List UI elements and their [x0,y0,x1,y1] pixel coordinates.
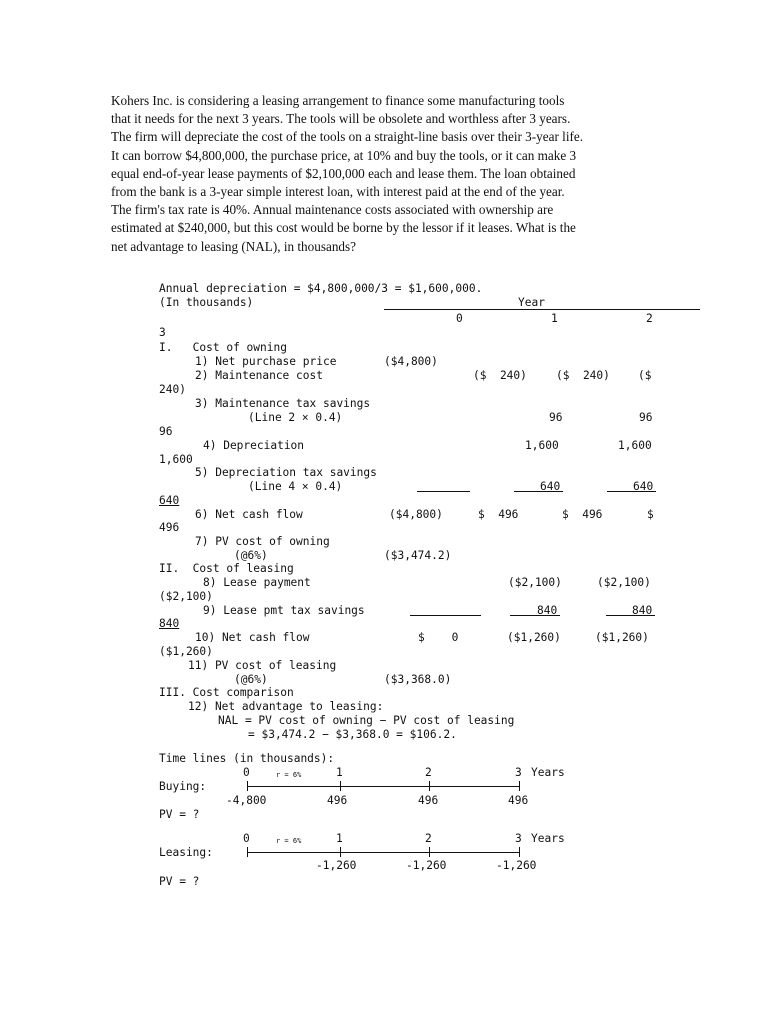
cash-flow: -1,260 [406,859,447,872]
row-sublabel: (Line 4 × 0.4) [248,480,343,493]
row-value: 96 [639,411,653,424]
row-value: 640 [159,494,180,507]
timeline-tick [247,847,248,857]
row-value: ($4,800) [389,508,443,521]
row-label: 3) Maintenance tax savings [195,397,371,410]
row-label: 2) Maintenance cost [195,369,323,382]
years-label: Years [531,832,565,845]
problem-line: that it needs for the next 3 years. The tools will be obsolete and worthless after 3 years. [111,111,571,127]
cash-flow: -4,800 [226,794,267,807]
problem-line: It can borrow $4,800,000, the purchase price, at 10% and buy the tools, or it can make 3 [111,147,577,163]
years-label: Years [531,766,565,779]
problem-line: equal end-of-year lease payments of $2,100,000 each and lease them. The loan obtained [111,165,576,181]
row-value: ($ 240) [556,369,610,382]
pv-question: PV = ? [159,808,200,821]
row-label: 6) Net cash flow [195,508,303,521]
nal-formula: NAL = PV cost of owning − PV cost of leasing [218,714,515,727]
row-value: 96 [159,425,173,438]
blank-underline [417,491,470,492]
buying-label: Buying: [159,780,207,793]
row-value: ($ [638,369,652,382]
problem-line: The firm's tax rate is 40%. Annual maintenance costs associated with ownership are [111,202,554,218]
row-label: 1) Net purchase price [195,355,337,368]
timeline-axis [247,786,520,787]
tick-label: 2 [425,832,432,845]
section-cost-comparison: III. Cost comparison [159,686,294,699]
blank-underline [410,615,481,616]
cash-flow: -1,260 [316,859,357,872]
nal-result: = $3,474.2 − $3,368.0 = $106.2. [248,728,457,741]
timeline-tick [429,847,430,857]
row-value: $ 0 [418,631,459,644]
tick-label: 3 [515,766,522,779]
row-label: 10) Net cash flow [195,631,310,644]
year-1: 1 [551,312,558,325]
problem-line: from the bank is a 3-year simple interest loan, with interest paid at the end of the year. [111,184,565,200]
timeline-tick [247,781,248,791]
row-sublabel: (@6%) [234,673,268,686]
row-value: 1,600 [159,453,193,466]
depreciation-line: Annual depreciation = $4,800,000/3 = $1,600,000. [159,282,483,295]
row-value: ($2,100) [159,590,213,603]
section-cost-of-leasing: II. Cost of leasing [159,562,294,575]
row-value: ($4,800) [384,355,438,368]
row-sublabel: (@6%) [234,549,268,562]
problem-line: estimated at $240,000, but this cost would be borne by the lessor if it leases. What is the [111,220,576,236]
row-value: ($1,260) [159,645,213,658]
tick-label: 1 [336,832,343,845]
cash-flow: 496 [418,794,439,807]
rate-label: r = 6% [276,771,302,779]
tick-label: 3 [515,832,522,845]
row-value: $ 496 [562,508,603,521]
row-value: 640 [633,480,654,493]
cash-flow: -1,260 [496,859,537,872]
row-value: ($1,260) [595,631,649,644]
cash-flow: 496 [508,794,529,807]
row-value: 840 [159,617,180,630]
year-header-rule [384,309,700,310]
tick-label: 0 [243,832,250,845]
row-value: $ [647,508,654,521]
year-2: 2 [646,312,653,325]
timeline-tick [519,781,520,791]
row-label: 12) Net advantage to leasing: [188,700,384,713]
tick-label: 0 [243,766,250,779]
timeline-tick [340,781,341,791]
year-header: Year [518,296,545,309]
units-label: (In thousands) [159,296,254,309]
year-3: 3 [159,326,166,339]
year-0: 0 [456,312,463,325]
row-label: 8) Lease payment [203,576,311,589]
row-label: 7) PV cost of owning [195,535,330,548]
row-label: 5) Depreciation tax savings [195,466,377,479]
row-label: 4) Depreciation [203,439,305,452]
problem-line: The firm will depreciate the cost of the tools on a straight-line basis over their 3-year life. [111,129,584,145]
problem-statement [111,92,671,256]
pv-question: PV = ? [159,875,200,888]
row-value: 840 [632,604,653,617]
timeline-tick [519,847,520,857]
timeline-tick [429,781,430,791]
tick-label: 2 [425,766,432,779]
row-value: $ 496 [478,508,519,521]
row-value: 240) [159,383,186,396]
problem-line: net advantage to leasing (NAL), in thousands? [111,238,356,254]
row-value: 96 [549,411,563,424]
row-sublabel: (Line 2 × 0.4) [248,411,343,424]
row-value: 1,600 [525,439,559,452]
section-cost-of-owning: I. Cost of owning [159,341,287,354]
row-value: 1,600 [618,439,652,452]
row-value: ($3,474.2) [384,549,452,562]
row-label: 11) PV cost of leasing [188,659,337,672]
row-value: ($ 240) [473,369,527,382]
row-label: 9) Lease pmt tax savings [203,604,365,617]
timeline-axis [247,852,520,853]
leasing-label: Leasing: [159,846,213,859]
problem-line: Kohers Inc. is considering a leasing arrangement to finance some manufacturing tools [111,93,565,108]
tick-label: 1 [336,766,343,779]
row-value: ($1,260) [507,631,561,644]
rate-label: r = 6% [276,837,302,845]
cash-flow: 496 [327,794,348,807]
timelines-heading: Time lines (in thousands): [159,752,335,765]
row-value: 840 [537,604,558,617]
timeline-tick [340,847,341,857]
row-value: ($3,368.0) [384,673,452,686]
row-value: 640 [540,480,561,493]
row-value: ($2,100) [597,576,651,589]
row-value: 496 [159,521,180,534]
row-value: ($2,100) [508,576,562,589]
